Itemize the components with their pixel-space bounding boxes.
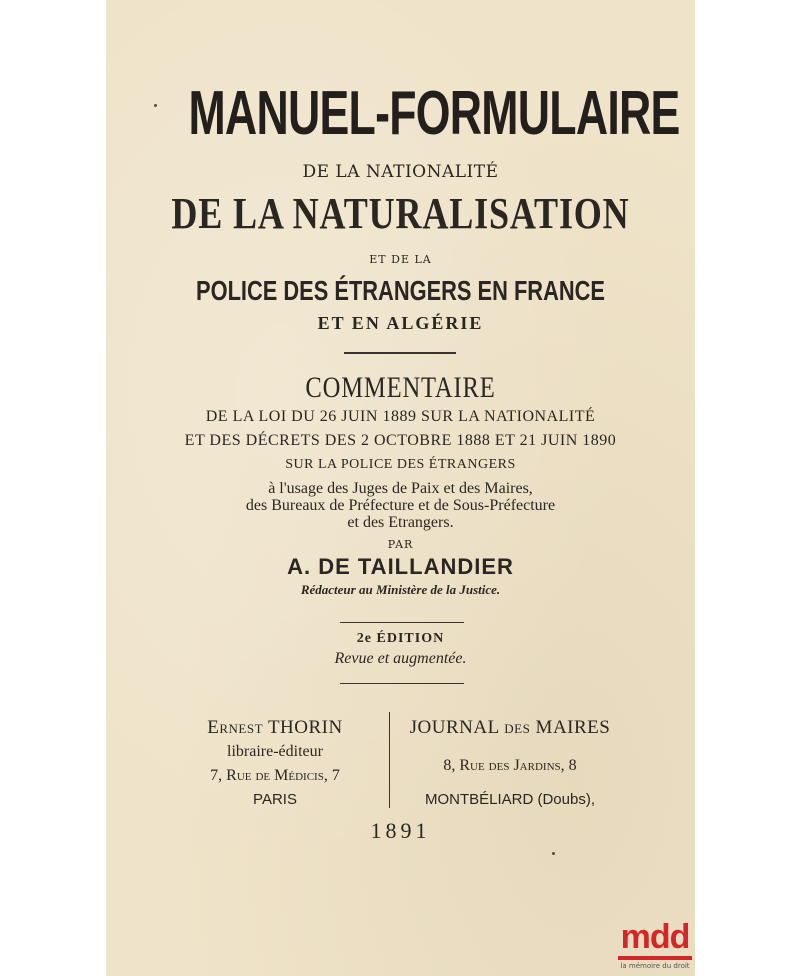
edition-note: Revue et augmentée. [334,650,467,667]
subtitle-et-de-la: ET DE LA [369,253,432,266]
logo-underline [618,956,692,960]
logo-mark: mdd [620,918,690,956]
police-line: SUR LA POLICE DES ÉTRANGERS [285,457,516,472]
publisher-separator [389,712,390,808]
edition-label: 2e ÉDITION [356,631,445,646]
publisher-left-name: Ernest THORIN [207,717,343,738]
par-label: PAR [387,538,414,551]
mdd-logo [614,920,696,970]
publisher-left-city: PARIS [253,791,297,808]
paper-spot [154,104,157,107]
publisher-right-address: 8, Rue des Jardins, 8 [443,757,577,774]
paper-spot [552,852,555,855]
publisher-left-address: 7, Rue de Médicis, 7 [210,767,340,784]
book-title: MANUEL-FORMULAIRE [188,79,680,148]
commentaire-heading: COMMENTAIRE [305,371,496,404]
subtitle-police: POLICE DES ÉTRANGERS EN FRANCE [196,275,605,306]
usage-line: à l'usage des Juges de Paix et des Maires, [268,480,533,497]
subtitle-naturalisation: DE LA NATURALISATION [171,189,630,238]
law-line: DE LA LOI DU 26 JUIN 1889 SUR LA NATIONALITÉ [205,408,596,425]
publisher-right-name: JOURNAL des MAIRES [409,717,611,738]
usage-line: des Bureaux de Préfecture et de Sous-Préfecture [245,497,556,514]
divider [340,622,464,623]
usage-line: et des Etrangers. [347,514,454,531]
author-name: A. DE TAILLANDIER [287,554,514,579]
divider [344,352,456,354]
author-role: Rédacteur au Ministère de la Justice. [300,582,501,597]
divider [340,683,464,684]
decrees-line: ET DES DÉCRETS DES 2 OCTOBRE 1888 ET 21 JUIN 1890 [184,432,617,449]
subtitle-nationalite: DE LA NATIONALITÉ [302,162,499,182]
publication-year: 1891 [370,818,431,843]
logo-caption: la mémoire du droit [620,962,690,970]
publisher-left-role: libraire-éditeur [227,743,323,760]
publisher-right-city: MONTBÉLIARD (Doubs), [424,791,596,808]
subtitle-algerie: ET EN ALGÉRIE [317,313,484,333]
